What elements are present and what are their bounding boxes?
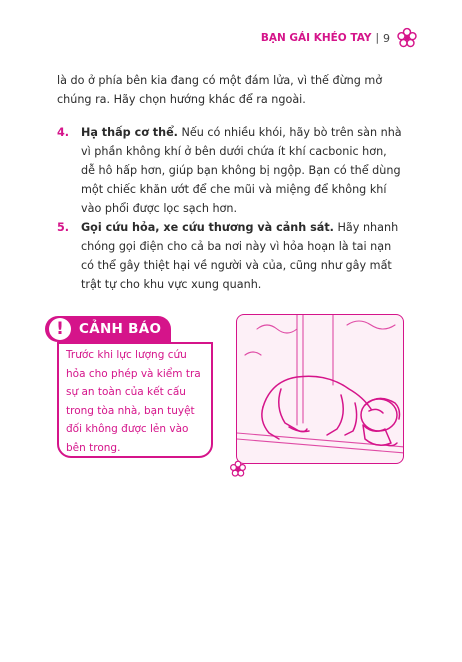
warning-title: CẢNH BÁO xyxy=(79,321,162,337)
warning-text: Trước khi lực lượng cứu hỏa cho phép và kiểm tra sự an toàn của kết cấu trong tòa nhà, bạn tuyệt đối không được lẻn vào bên trong. xyxy=(66,349,201,454)
item-body: Hãy nhanh chóng gọi điện cho cả ba nơi này vì hỏa hoạn là tai nạn có thể gây thiệt hại về người và của, cũng như gây mất trật tự cho khu vực xung quanh. xyxy=(81,221,399,291)
item-lead: Gọi cứu hỏa, xe cứu thương và cảnh sát. xyxy=(81,221,334,234)
flower-icon xyxy=(396,27,418,49)
page-number: 9 xyxy=(383,31,390,45)
running-header xyxy=(261,27,418,49)
girl-crawling-illustration xyxy=(236,314,404,464)
exclamation-icon: ! xyxy=(49,318,71,340)
item-text xyxy=(81,123,403,218)
section-title: BẠN GÁI KHÉO TAY xyxy=(260,32,372,44)
flower-icon xyxy=(229,460,247,478)
illustration-drawing xyxy=(237,315,404,464)
item-number: 4. xyxy=(57,126,70,139)
header-separator: | xyxy=(375,32,379,44)
intro-paragraph: là do ở phía bên kia đang có một đám lửa, vì thế đừng mở chúng ra. Hãy chọn hướng khác để ra ngoài. xyxy=(57,74,383,106)
item-lead: Hạ thấp cơ thể. xyxy=(81,126,178,139)
item-body: Nếu có nhiều khói, hãy bò trên sàn nhà vì phần không khí ở bên dưới chứa ít khí cacbonic hơn, dễ hô hấp hơn, giúp bạn không bị ngộp. Bạn có thể dùng một chiếc khăn ướt để che mũi và miệng để không khí vào phổi được lọc sạch hơn. xyxy=(81,126,402,215)
list-item-4 xyxy=(57,123,403,218)
list-item-5 xyxy=(57,218,403,294)
warning-header xyxy=(45,316,171,342)
item-number: 5. xyxy=(57,221,70,234)
item-text xyxy=(81,218,403,294)
